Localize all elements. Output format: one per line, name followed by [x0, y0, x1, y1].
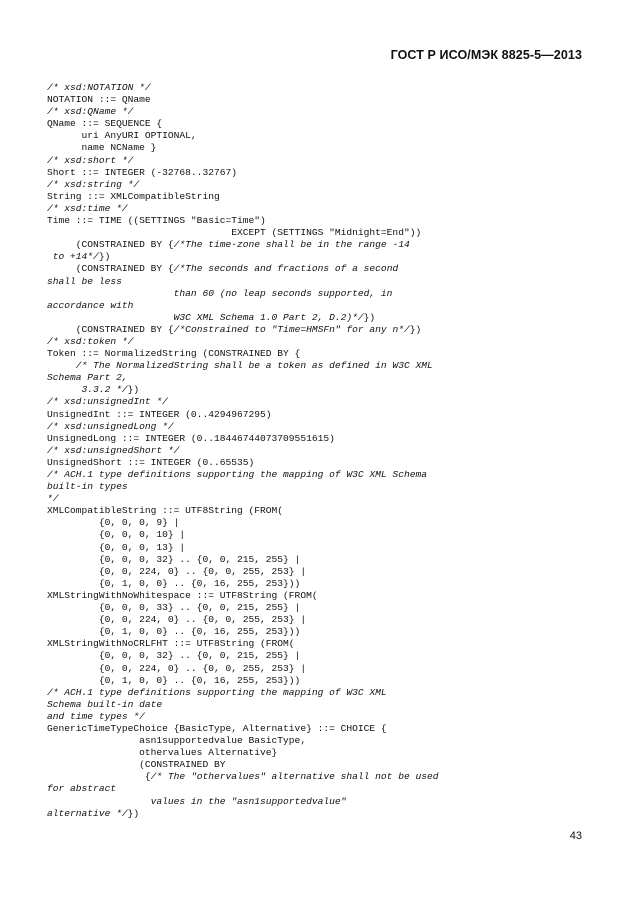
code-line — [47, 251, 587, 263]
code-text: }) — [363, 311, 376, 323]
code-comment: /* xsd:string */ — [47, 178, 140, 190]
code-text: String ::= XMLCompatibleString — [47, 190, 220, 202]
code-text: Short ::= INTEGER (-32768..32767) — [47, 166, 237, 178]
code-text: (CONSTRAINED BY { — [47, 323, 174, 335]
code-text: asn1supportedvalue BasicType, — [47, 735, 307, 747]
code-comment: /*The seconds and fractions of a second — [173, 263, 399, 275]
code-text: Time ::= TIME ((SETTINGS "Basic=Time") — [47, 215, 266, 227]
code-comment: /*Constrained to "Time=HMSFn" for any n*/ — [173, 323, 410, 335]
code-line — [47, 529, 587, 541]
code-comment: than 60 (no leap seconds supported, in — [47, 287, 393, 299]
code-comment: /* xsd:token */ — [47, 335, 134, 347]
code-line — [47, 203, 587, 215]
code-line — [47, 481, 587, 493]
code-comment: Schema Part 2, — [47, 372, 128, 384]
code-line — [47, 723, 587, 735]
code-comment: /* ACH.1 type definitions supporting the mapping of W3C XML — [47, 686, 387, 698]
code-text: {0, 0, 224, 0} .. {0, 0, 255, 253} | — [47, 565, 307, 577]
code-line — [47, 445, 587, 457]
code-line — [47, 142, 587, 154]
code-comment: 3.3.2 */ — [47, 384, 128, 396]
code-line — [47, 409, 587, 421]
code-text: {0, 0, 0, 33} .. {0, 0, 215, 255} | — [47, 602, 301, 614]
code-line — [47, 239, 587, 251]
code-comment: /* xsd:unsignedInt */ — [47, 396, 168, 408]
code-line — [47, 493, 587, 505]
code-comment: built-in types — [47, 481, 128, 493]
code-text: {0, 0, 224, 0} .. {0, 0, 255, 253} | — [47, 614, 307, 626]
code-text: {0, 0, 0, 13} | — [47, 541, 186, 553]
code-line — [47, 215, 587, 227]
code-text: {0, 0, 0, 9} | — [47, 517, 180, 529]
code-text: othervalues Alternative} — [47, 747, 278, 759]
code-text: name NCName } — [47, 142, 157, 154]
code-line — [47, 578, 587, 590]
code-comment: /* xsd:NOTATION */ — [47, 82, 151, 93]
code-line — [47, 276, 587, 288]
code-line — [47, 650, 587, 662]
code-line — [47, 771, 587, 783]
code-comment: /* The "othervalues" alternative shall not be used — [150, 771, 439, 783]
code-line — [47, 130, 587, 142]
code-line — [47, 711, 587, 723]
code-line — [47, 300, 587, 312]
code-line — [47, 421, 587, 433]
code-text: EXCEPT (SETTINGS "Midnight=End")) — [47, 227, 422, 239]
code-line — [47, 747, 587, 759]
code-comment: accordance with — [47, 299, 134, 311]
code-comment: values in the "asn1supportedvalue" — [47, 795, 347, 807]
code-line — [47, 94, 587, 106]
code-text: {0, 0, 0, 10} | — [47, 529, 186, 541]
code-line — [47, 566, 587, 578]
code-line — [47, 469, 587, 481]
code-comment: /* xsd:unsignedLong */ — [47, 420, 174, 432]
code-line — [47, 542, 587, 554]
code-text: (CONSTRAINED BY { — [47, 263, 174, 275]
code-line — [47, 808, 587, 820]
code-text: UnsignedShort ::= INTEGER (0..65535) — [47, 456, 255, 468]
code-line — [47, 517, 587, 529]
code-comment: /* xsd:time */ — [47, 202, 128, 214]
code-text: }) — [127, 807, 140, 819]
code-line — [47, 433, 587, 445]
code-line — [47, 179, 587, 191]
code-line — [47, 663, 587, 675]
code-line — [47, 288, 587, 300]
code-comment: to +14*/ — [47, 251, 99, 263]
code-line — [47, 505, 587, 517]
code-text: {0, 1, 0, 0} .. {0, 16, 255, 253})) — [47, 674, 301, 686]
code-line — [47, 783, 587, 795]
code-comment: /* ACH.1 type definitions supporting the mapping of W3C XML Schema — [47, 469, 427, 480]
code-line — [47, 106, 587, 118]
code-line — [47, 155, 587, 167]
code-comment: /*The time-zone shall be in the range -14 — [173, 239, 410, 251]
asn1-code-listing — [47, 82, 587, 820]
code-line — [47, 626, 587, 638]
document-standard-header: ГОСТ Р ИСО/МЭК 8825-5—2013 — [390, 48, 582, 62]
code-text: { — [47, 771, 151, 783]
code-line — [47, 457, 587, 469]
code-comment: */ — [47, 493, 59, 505]
code-comment: for abstract — [47, 783, 117, 795]
code-line — [47, 638, 587, 650]
code-comment: /* xsd:short */ — [47, 154, 134, 166]
code-text: {0, 0, 224, 0} .. {0, 0, 255, 253} | — [47, 662, 307, 674]
code-text: QName ::= SEQUENCE { — [47, 118, 163, 130]
code-text: (CONSTRAINED BY — [47, 759, 226, 771]
code-text: (CONSTRAINED BY { — [47, 239, 174, 251]
code-comment: /* The NormalizedString shall be a token as defined in W3C XML — [47, 360, 433, 372]
code-line — [47, 227, 587, 239]
code-text: XMLStringWithNoWhitespace ::= UTF8String (FROM( — [47, 589, 318, 601]
code-line — [47, 118, 587, 130]
code-line — [47, 396, 587, 408]
page-number: 43 — [569, 830, 582, 842]
code-line — [47, 348, 587, 360]
code-line — [47, 796, 587, 808]
code-text: }) — [98, 251, 111, 263]
code-line — [47, 602, 587, 614]
code-line — [47, 699, 587, 711]
code-text: UnsignedLong ::= INTEGER (0..18446744073709551615) — [47, 432, 335, 444]
code-comment: W3C XML Schema 1.0 Part 2, D.2)*/ — [47, 311, 364, 323]
code-text: NOTATION ::= QName — [47, 94, 151, 106]
code-text: {0, 1, 0, 0} .. {0, 16, 255, 253})) — [47, 577, 301, 589]
code-line — [47, 324, 587, 336]
code-line — [47, 759, 587, 771]
code-line — [47, 590, 587, 602]
code-comment: shall be less — [47, 275, 122, 287]
code-line — [47, 675, 587, 687]
code-text: UnsignedInt ::= INTEGER (0..4294967295) — [47, 408, 272, 420]
code-comment: /* xsd:QName */ — [47, 106, 134, 118]
code-comment: /* xsd:unsignedShort */ — [47, 444, 180, 456]
code-text: {0, 1, 0, 0} .. {0, 16, 255, 253})) — [47, 626, 301, 638]
code-text: }) — [409, 323, 422, 335]
code-text: uri AnyURI OPTIONAL, — [47, 130, 197, 142]
code-line — [47, 372, 587, 384]
code-line — [47, 263, 587, 275]
code-text: }) — [127, 384, 140, 396]
code-text: GenericTimeTypeChoice {BasicType, Alternative} ::= CHOICE { — [47, 722, 387, 734]
code-text: Token ::= NormalizedString (CONSTRAINED BY { — [47, 348, 301, 360]
code-line — [47, 554, 587, 566]
code-comment: Schema built-in date — [47, 698, 163, 710]
code-line — [47, 191, 587, 203]
code-line — [47, 384, 587, 396]
code-line — [47, 735, 587, 747]
code-line — [47, 312, 587, 324]
code-text: XMLStringWithNoCRLFHT ::= UTF8String (FROM( — [47, 638, 295, 650]
code-comment: alternative */ — [47, 807, 128, 819]
code-text: XMLCompatibleString ::= UTF8String (FROM( — [47, 505, 284, 517]
code-text: {0, 0, 0, 32} .. {0, 0, 215, 255} | — [47, 650, 301, 662]
code-comment: and time types */ — [47, 710, 145, 722]
code-line — [47, 167, 587, 179]
code-text: {0, 0, 0, 32} .. {0, 0, 215, 255} | — [47, 553, 301, 565]
code-line — [47, 336, 587, 348]
code-line — [47, 614, 587, 626]
code-line — [47, 687, 587, 699]
code-line — [47, 82, 587, 94]
code-line — [47, 360, 587, 372]
